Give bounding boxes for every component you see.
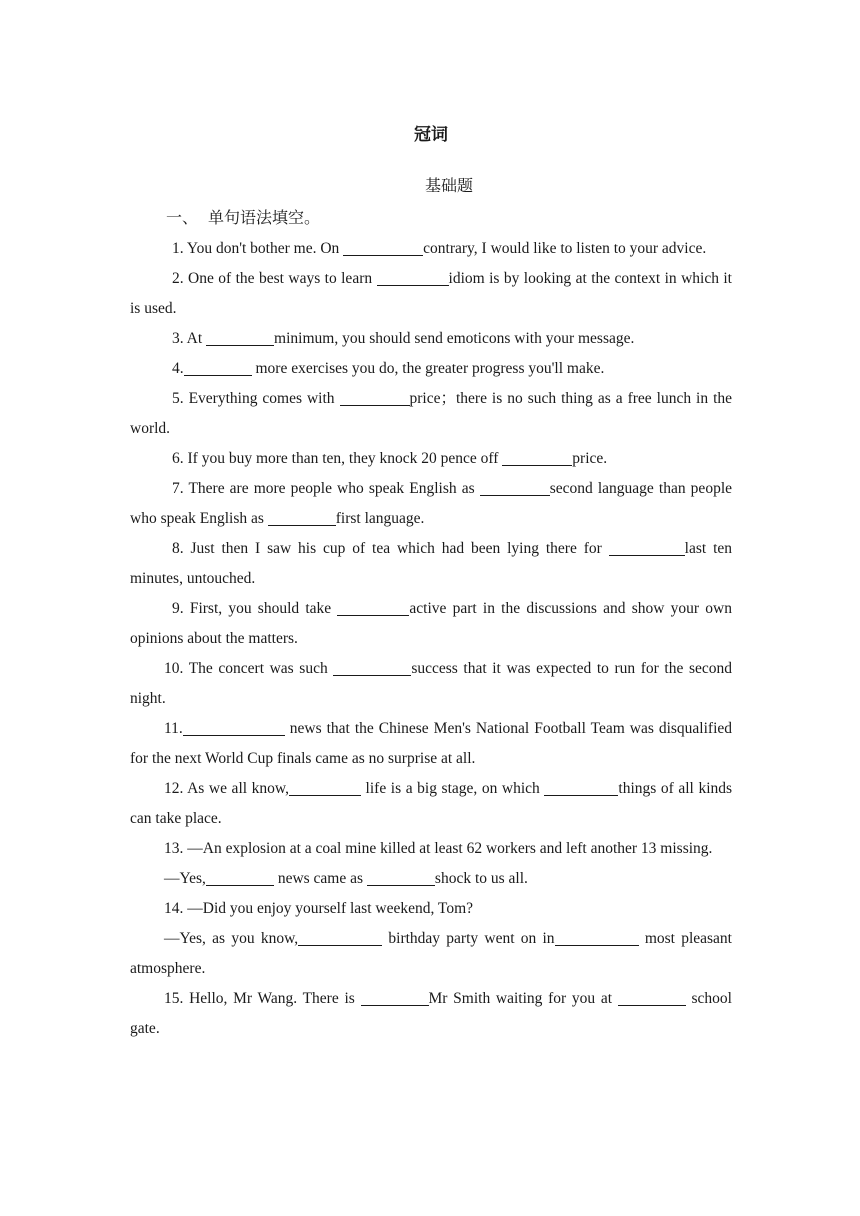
question-6 xyxy=(130,444,732,474)
page-subtitle: 基础题 xyxy=(424,178,473,195)
answer-blank[interactable] xyxy=(555,928,639,946)
question-text: most pleasant atmosphere. xyxy=(130,930,732,977)
question-text: 11. xyxy=(164,720,183,737)
question-text: news that the Chinese Men's National Football Team was disqualified for the next World Cup finals came as no surprise at all. xyxy=(130,720,733,767)
question-text: contrary, I would like to listen to your advice. xyxy=(423,240,707,257)
answer-blank[interactable] xyxy=(206,328,274,346)
answer-blank[interactable] xyxy=(337,598,409,616)
question-text: news came as xyxy=(277,870,364,887)
question-text: 4. xyxy=(172,360,184,377)
section-number: 一、 xyxy=(166,210,199,227)
question-text: 3. At xyxy=(172,330,203,347)
question-text: 10. The concert was such xyxy=(164,660,328,677)
question-text: more exercises you do, the greater progress you'll make. xyxy=(255,360,605,377)
question-text: 15. Hello, Mr Wang. There is xyxy=(164,990,355,1007)
question-14 xyxy=(130,894,732,924)
question-text: price. xyxy=(572,450,608,467)
question-1 xyxy=(130,234,732,264)
question-4 xyxy=(130,354,732,384)
question-8 xyxy=(130,534,732,594)
question-text: birthday party went on in xyxy=(388,930,555,947)
question-text: Mr Smith waiting for you at xyxy=(428,990,613,1007)
question-text: 7. There are more people who speak English as xyxy=(172,480,475,497)
question-text: success that it was expected to run for the second night. xyxy=(130,660,733,707)
question-text: 12. As we all know, xyxy=(164,780,289,797)
question-text: school gate. xyxy=(130,990,732,1037)
answer-blank[interactable] xyxy=(333,658,411,676)
question-2 xyxy=(130,264,732,324)
question-text: shock to us all. xyxy=(434,870,528,887)
question-5 xyxy=(130,384,732,444)
answer-blank[interactable] xyxy=(480,478,550,496)
question-text: 14. —Did you enjoy yourself last weekend, Tom? xyxy=(164,900,474,917)
answer-blank[interactable] xyxy=(289,778,361,796)
section-heading xyxy=(130,204,732,234)
question-text: idiom is by looking at the context in which it is used. xyxy=(130,270,732,317)
question-text: 6. If you buy more than ten, they knock 20 pence off xyxy=(172,450,499,467)
question-text: active part in the discussions and show your own opinions about the matters. xyxy=(130,600,732,647)
question-13 xyxy=(130,834,732,864)
question-text: 1. You don't bother me. On xyxy=(172,240,340,257)
answer-blank[interactable] xyxy=(268,508,336,526)
section-label: 单句语法填空。 xyxy=(208,210,321,227)
answer-blank[interactable] xyxy=(618,988,686,1006)
question-text: second language than people who speak English as xyxy=(130,480,732,527)
answer-blank[interactable] xyxy=(206,868,274,886)
question-text: 8. Just then I saw his cup of tea which had been lying there for xyxy=(172,540,602,557)
answer-blank[interactable] xyxy=(361,988,429,1006)
question-text: minimum, you should send emoticons with your message. xyxy=(274,330,635,347)
question-text: 9. First, you should take xyxy=(172,600,332,617)
answer-blank[interactable] xyxy=(184,358,252,376)
answer-blank[interactable] xyxy=(544,778,618,796)
question-text: last ten minutes, untouched. xyxy=(130,540,733,587)
question-text: life is a big stage, on which xyxy=(365,780,540,797)
question-7 xyxy=(130,474,732,534)
question-15 xyxy=(130,984,732,1044)
question-text: —Yes, as you know, xyxy=(164,930,299,947)
answer-blank[interactable] xyxy=(183,718,285,736)
page-title: 冠词 xyxy=(414,125,448,144)
question-10 xyxy=(130,654,732,714)
question-text: 5. Everything comes with xyxy=(172,390,335,407)
answer-blank[interactable] xyxy=(377,268,449,286)
question-text: things of all kinds can take place. xyxy=(130,780,733,827)
answer-blank[interactable] xyxy=(340,388,410,406)
answer-blank[interactable] xyxy=(298,928,382,946)
answer-blank[interactable] xyxy=(502,448,572,466)
question-13-reply xyxy=(130,864,732,894)
question-text: 13. —An explosion at a coal mine killed at least 62 workers and left another 13 missing. xyxy=(164,840,713,857)
answer-blank[interactable] xyxy=(343,238,423,256)
worksheet-page xyxy=(130,120,732,1044)
question-text: —Yes, xyxy=(164,870,206,887)
question-text: 2. One of the best ways to learn xyxy=(172,270,373,287)
question-text: price；there is no such thing as a free lunch in the world. xyxy=(130,390,733,437)
question-9 xyxy=(130,594,732,654)
question-11 xyxy=(130,714,732,774)
question-text: first language. xyxy=(335,510,425,527)
answer-blank[interactable] xyxy=(367,868,435,886)
question-14-reply xyxy=(130,924,732,984)
question-3 xyxy=(130,324,732,354)
question-12 xyxy=(130,774,732,834)
answer-blank[interactable] xyxy=(609,538,685,556)
